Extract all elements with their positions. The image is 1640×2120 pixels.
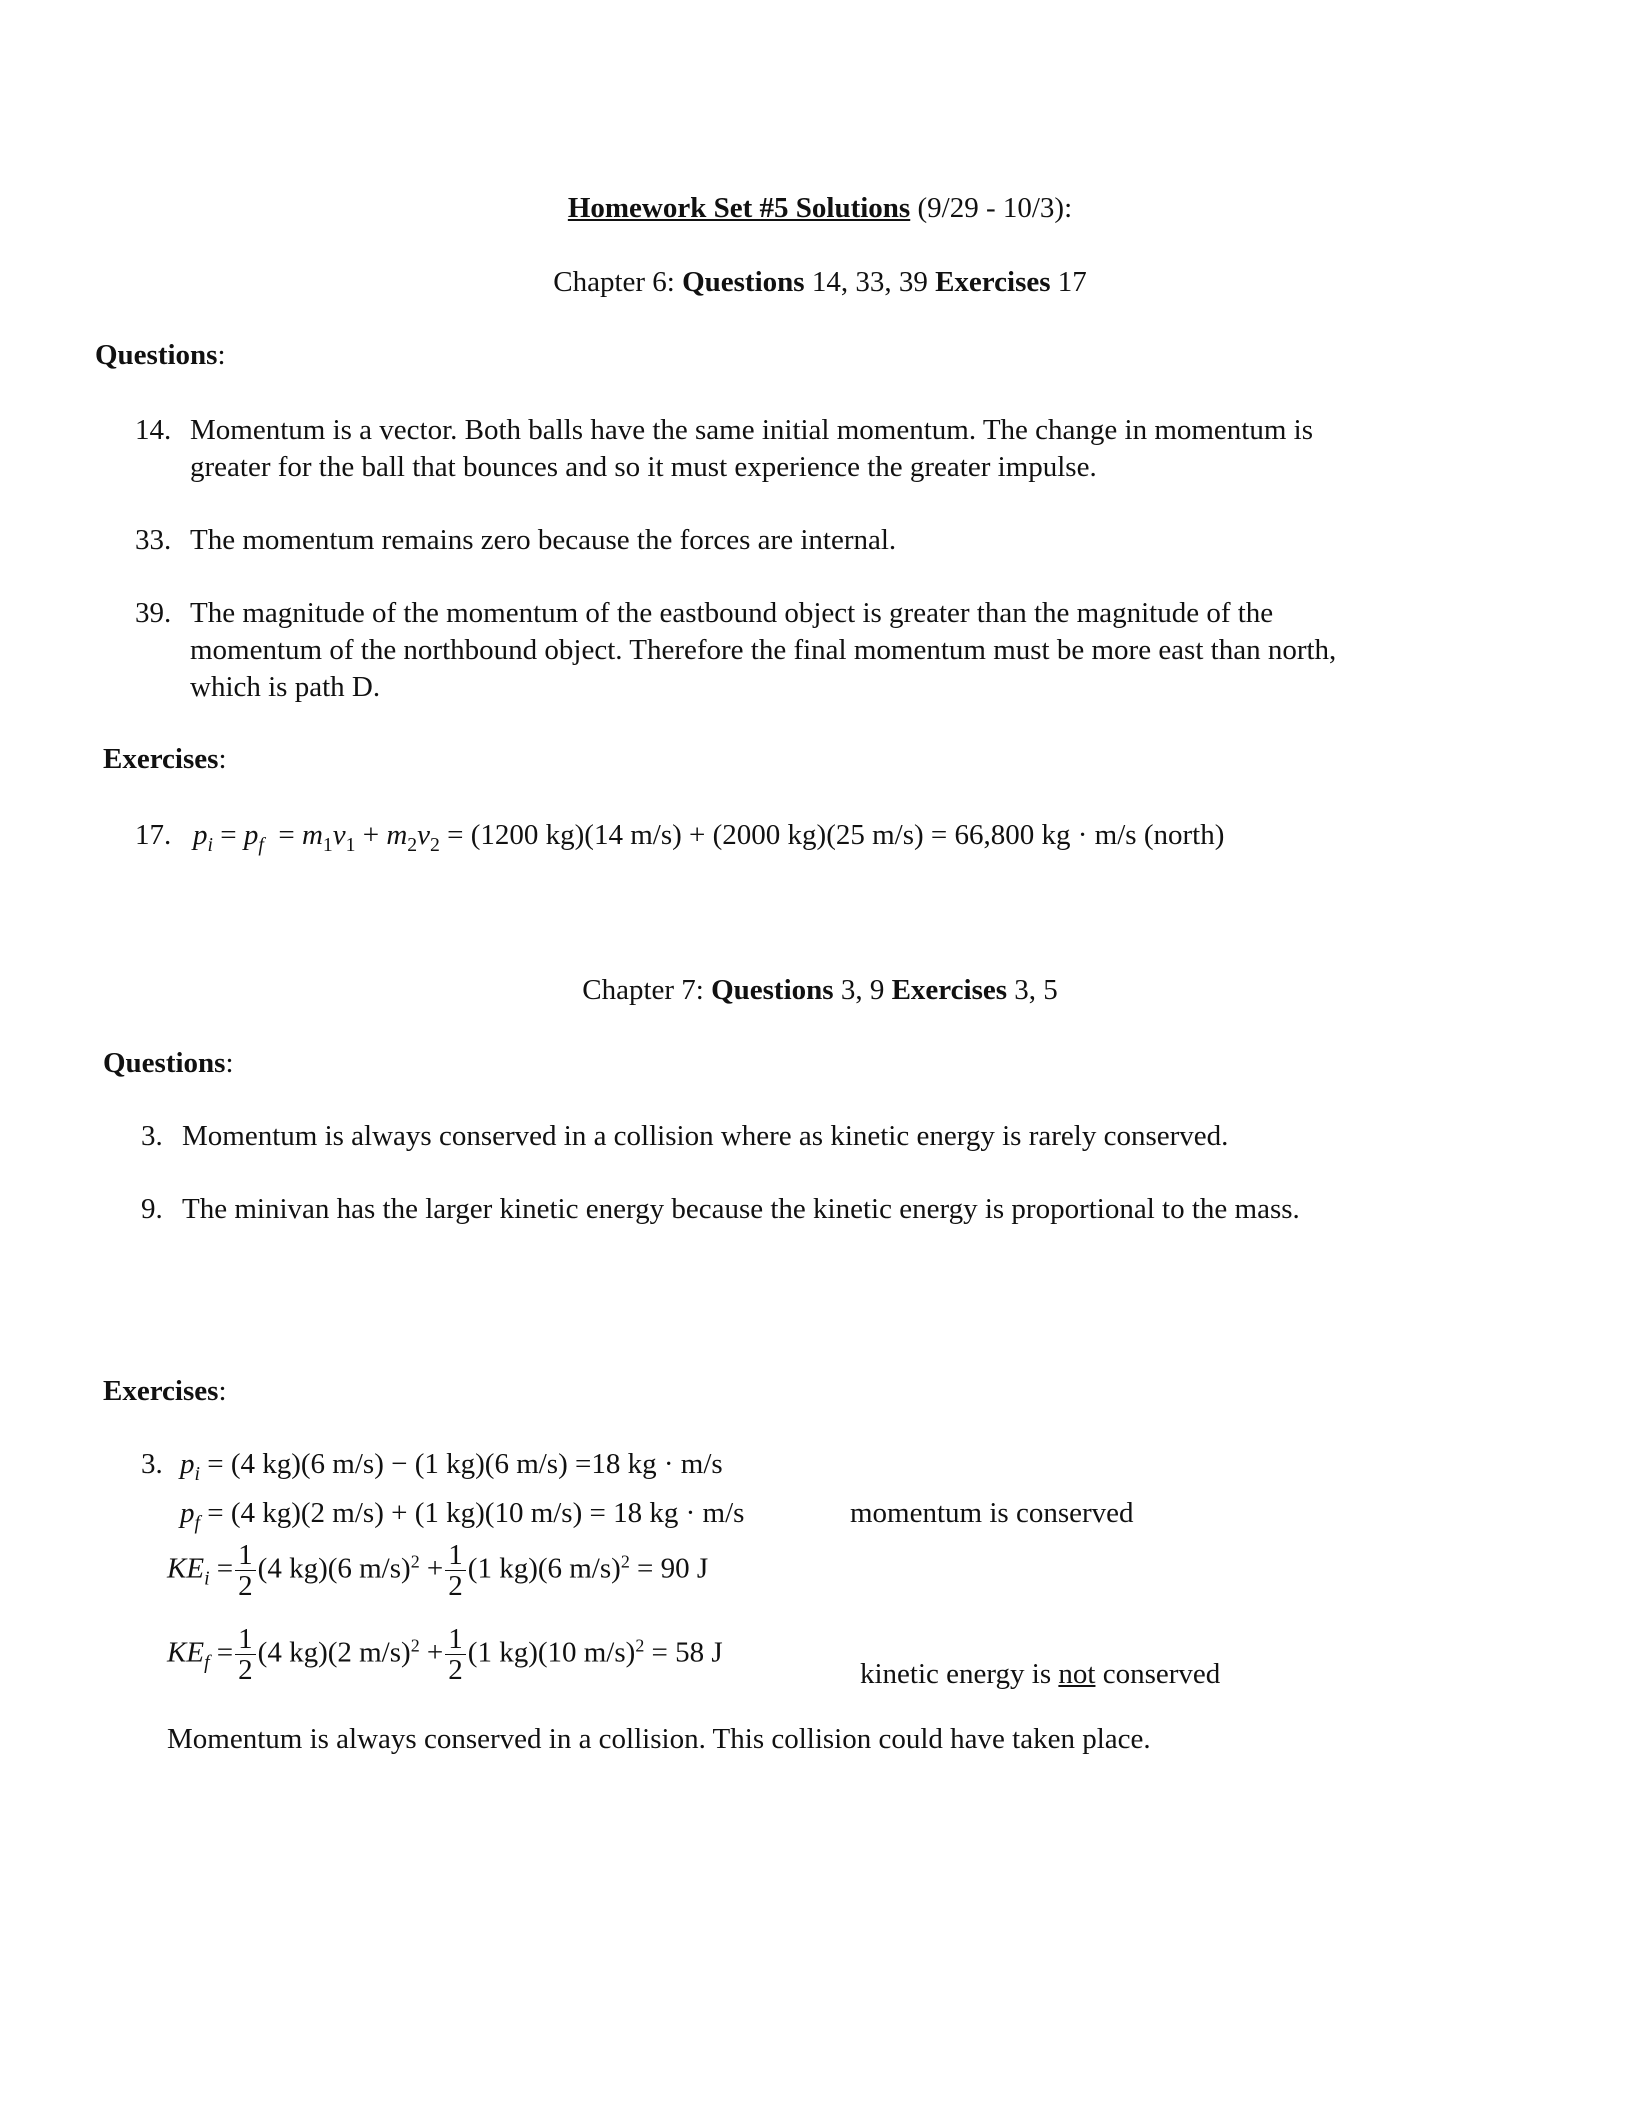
question-39-line-3: which is path D. [190,671,381,703]
kinetic-energy-not-conserved-note [860,1656,1220,1692]
exercise-3-number: 3. [141,1448,163,1480]
page-title [0,190,1640,226]
half-fraction: $\frac{1}{2}$ [235,1540,256,1602]
section-label: Questions [103,1047,226,1079]
chapter-7-exercises-heading: Exercises: [103,1375,227,1407]
question-33-line-1: The momentum remains zero because the forces are internal. [190,524,897,556]
chapter-6-questions-label: Questions [682,266,805,298]
ke-initial-result: = 90 J [629,1552,709,1585]
ke-initial-term-2: (1 kg)(6 m/s) [467,1552,621,1585]
title-dates: (9/29 - 10/3): [910,192,1073,224]
question-9-number: 9. [141,1193,163,1225]
chapter-7-exercises-label: Exercises [891,974,1008,1006]
initial-momentum-value: = (4 kg)(6 m/s) − (1 kg)(6 m/s) =18 kg · m/s [199,1448,723,1480]
exercise-3-initial-momentum: $p_i = (4$ kg)(6 m/s) − (1 kg)(6 m/s) =18 kg · m/s [180,1448,723,1485]
chapter-6-exercises-label: Exercises [935,266,1051,298]
chapter-7-heading [0,972,1640,1008]
exercise-3-initial-kinetic-energy: $KE_i$ = $\frac{1}{2}$ (4 kg)(6 m/s)$^2$ + $\frac{1}{2}$ (1 kg)(6 m/s)$^2$ = 90 J [167,1539,709,1603]
section-label: Questions [95,339,218,371]
exercise-3-conclusion: Momentum is always conserved in a collision. This collision could have taken place. [167,1723,1151,1755]
question-39-number: 39. [135,597,172,629]
note-emphasis: not [1058,1658,1096,1690]
final-momentum-value: = (4 kg)(2 m/s) + (1 kg)(10 m/s) = 18 kg · m/s [199,1497,745,1529]
half-fraction: $\frac{1}{2}$ [445,1624,466,1686]
exercise-3-final-kinetic-energy: $KE_f$ = $\frac{1}{2}$ (4 kg)(2 m/s)$^2$ + $\frac{1}{2}$ (1 kg)(10 m/s)$^2$ = 58 J [167,1623,723,1687]
half-fraction: $\frac{1}{2}$ [235,1624,256,1686]
question-14-line-2: greater for the ball that bounces and so it must experience the greater impulse. [190,451,1097,483]
ke-final-result: = 58 J [644,1636,723,1669]
question-9-text: The minivan has the larger kinetic energy because the kinetic energy is proportional to the mass. [182,1193,1300,1225]
ke-final-term-2: (1 kg)(10 m/s) [467,1636,636,1669]
chapter-7-questions-label: Questions [711,974,834,1006]
exercise-17-number: 17. [135,819,172,851]
section-label: Exercises [103,743,219,775]
exercise-3-final-momentum: $p_f = (4$ kg)(2 m/s) + (1 kg)(10 m/s) = 18 kg · m/s [180,1497,745,1534]
question-3-text: Momentum is always conserved in a collision where as kinetic energy is rarely conserved. [182,1120,1229,1152]
chapter-7-questions-heading: Questions: [103,1047,234,1079]
question-39-line-1: The magnitude of the momentum of the eastbound object is greater than the magnitude of the [190,597,1274,629]
question-14-number: 14. [135,414,172,446]
chapter-7-label: Chapter 7: [582,974,712,1006]
chapter-6-exercise-numbers: 17 [1050,266,1087,298]
chapter-6-label: Chapter 6: [553,266,683,298]
section-label: Exercises [103,1375,219,1407]
chapter-6-questions-heading: Questions: [95,339,226,371]
ke-initial-term-1: (4 kg)(6 m/s) [257,1552,411,1585]
title-text: Homework Set #5 Solutions [567,192,911,224]
chapter-6-heading [0,264,1640,300]
ke-final-term-1: (4 kg)(2 m/s) [257,1636,411,1669]
exercise-17-equation: $p_i = p_f = m_1v_1 + m_2v_2 = (1200$ kg)(14 m/s) + (2000 kg)(25 m/s) = 66,800 kg · m/s (north) [193,819,1225,856]
question-33-number: 33. [135,524,172,556]
chapter-6-question-numbers: 14, 33, 39 [804,266,936,298]
exercise-17-result: = (1200 kg)(14 m/s) + (2000 kg)(25 m/s) = 66,800 kg · m/s (north) [439,819,1225,851]
note-text: conserved [1095,1658,1221,1690]
chapter-7-question-numbers: 3, 9 [833,974,892,1006]
chapter-6-exercises-heading: Exercises: [103,743,227,775]
question-14-line-1: Momentum is a vector. Both balls have the same initial momentum. The change in momentum is [190,414,1314,446]
chapter-7-exercise-numbers: 3, 5 [1007,974,1058,1006]
question-3-number: 3. [141,1120,163,1152]
momentum-conserved-note: momentum is conserved [850,1497,1134,1529]
question-39-line-2: momentum of the northbound object. Therefore the final momentum must be more east than north, [190,634,1337,666]
note-text: kinetic energy is [860,1658,1059,1690]
half-fraction: $\frac{1}{2}$ [445,1540,466,1602]
